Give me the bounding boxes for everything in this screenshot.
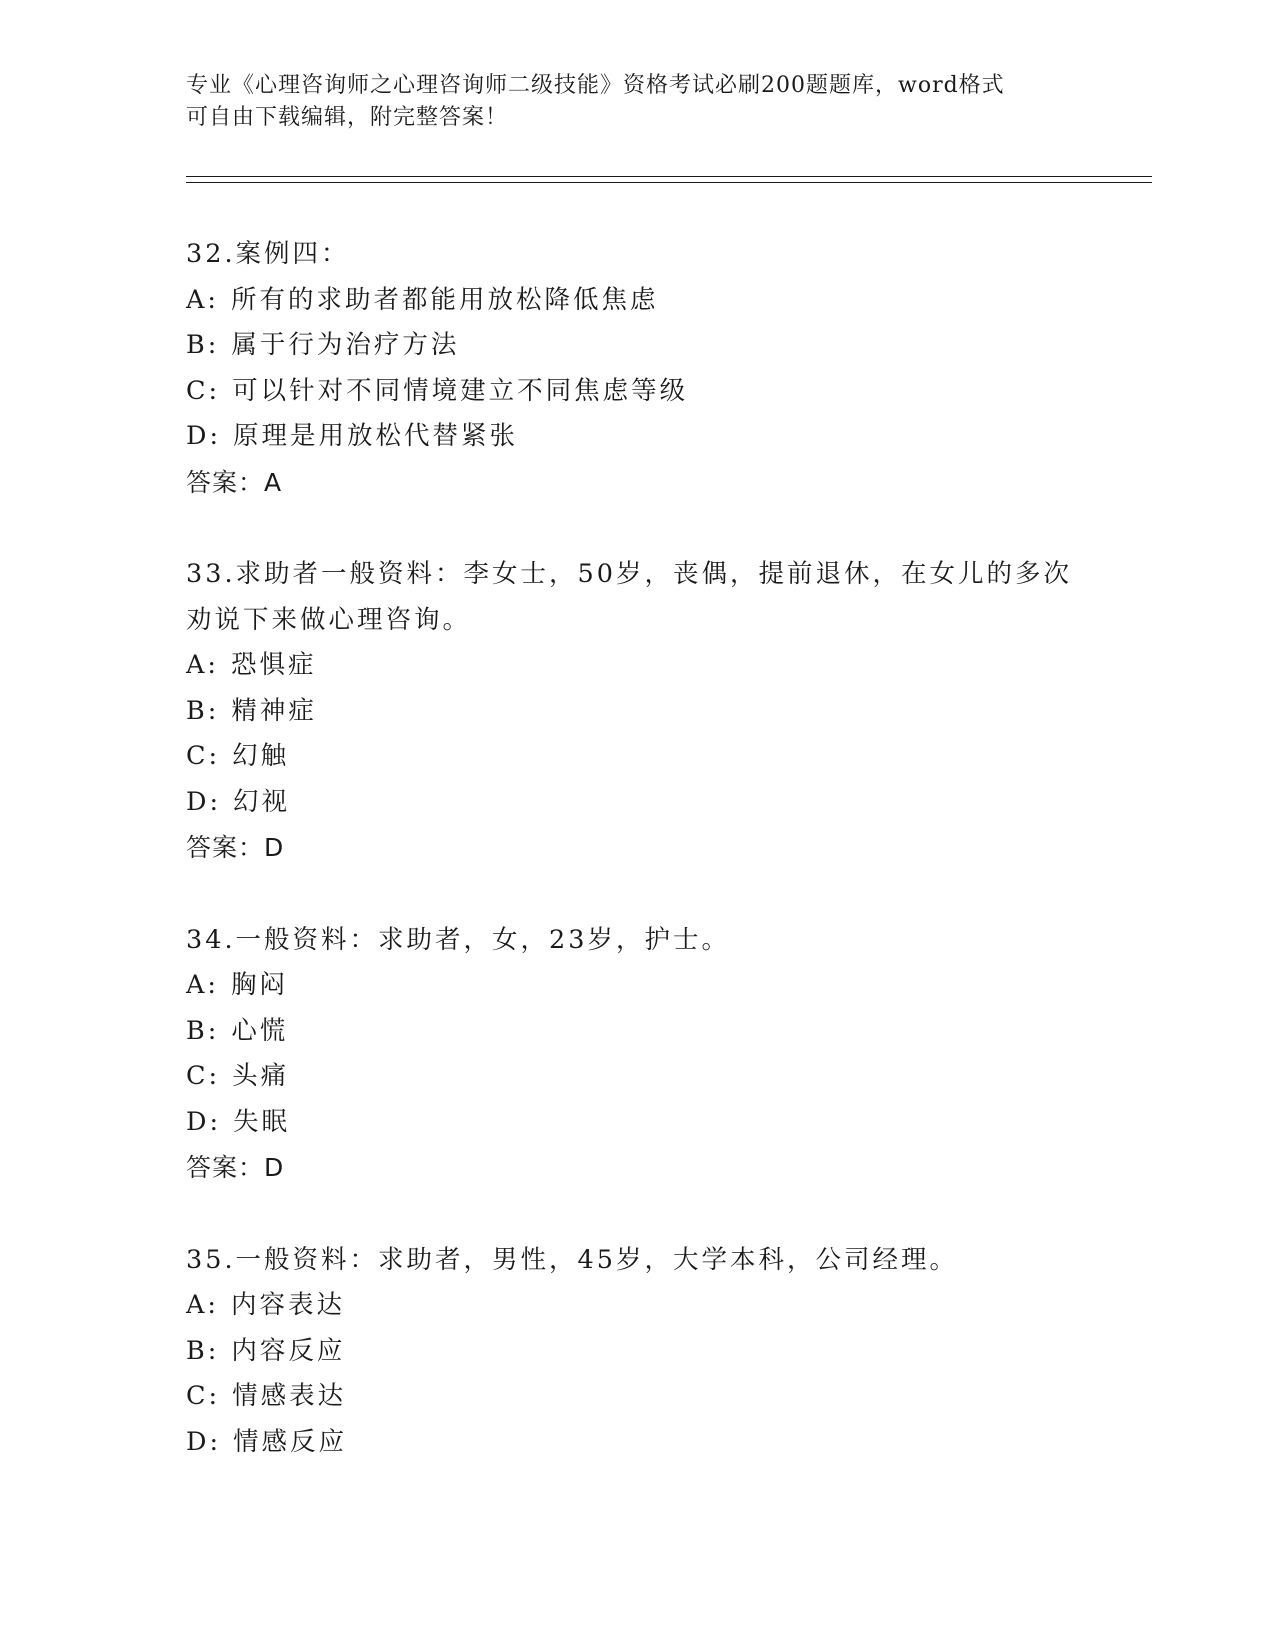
option-c xyxy=(186,369,1116,415)
option-b xyxy=(186,323,1116,369)
question-35 xyxy=(186,1238,1116,1466)
option-key: C: xyxy=(186,1061,221,1091)
option-text: 恐惧症 xyxy=(231,650,317,680)
header-line-2: 可自由下载编辑，附完整答案！ xyxy=(186,105,509,130)
option-key: D: xyxy=(186,1426,222,1457)
option-c xyxy=(186,1054,1116,1100)
option-text: 内容表达 xyxy=(231,1290,346,1320)
question-stem: 32.案例四： xyxy=(186,239,350,269)
option-key: D: xyxy=(186,786,222,817)
option-text: 所有的求助者都能用放松降低焦虑 xyxy=(231,284,659,315)
option-key: C: xyxy=(186,741,221,771)
option-d xyxy=(186,780,1116,826)
option-text: 精神症 xyxy=(231,695,317,726)
option-text: 情感表达 xyxy=(232,1381,347,1411)
option-d xyxy=(186,1420,1116,1466)
option-text: 内容反应 xyxy=(231,1335,346,1366)
option-b xyxy=(186,1329,1116,1375)
option-text: 可以针对不同情境建立不同焦虑等级 xyxy=(232,375,689,406)
answer-line: 答案：A xyxy=(186,467,283,497)
question-stem-continued: 劝说下来做心理咨询。 xyxy=(186,604,472,635)
option-key: B: xyxy=(186,1335,220,1366)
question-34 xyxy=(186,918,1116,1191)
question-stem: 33.求助者一般资料：李女士，50岁，丧偶，提前退休，在女儿的多次 xyxy=(186,559,1073,589)
document-header xyxy=(186,70,1086,134)
option-b xyxy=(186,1009,1116,1055)
option-key: D: xyxy=(186,421,222,451)
header-divider xyxy=(186,176,1152,183)
option-text: 属于行为治疗方法 xyxy=(231,330,460,360)
option-text: 情感反应 xyxy=(233,1426,348,1457)
option-text: 幻触 xyxy=(232,741,290,771)
option-a xyxy=(186,963,1116,1009)
question-32 xyxy=(186,232,1116,505)
option-c xyxy=(186,1374,1116,1420)
option-d xyxy=(186,1100,1116,1146)
option-text: 幻视 xyxy=(233,786,291,817)
option-d xyxy=(186,414,1116,460)
option-a xyxy=(186,278,1116,324)
question-list xyxy=(186,232,1116,1512)
option-key: B: xyxy=(186,695,220,726)
option-text: 原理是用放松代替紧张 xyxy=(233,421,519,451)
option-key: B: xyxy=(186,1015,220,1046)
option-key: C: xyxy=(186,1381,221,1411)
option-key: D: xyxy=(186,1106,222,1137)
option-a xyxy=(186,1283,1116,1329)
option-key: C: xyxy=(186,375,221,406)
answer-line: 答案：D xyxy=(186,1153,285,1182)
option-text: 失眠 xyxy=(233,1106,291,1137)
option-text: 胸闷 xyxy=(231,970,289,1000)
header-line-1: 专业《心理咨询师之心理咨询师二级技能》资格考试必刷200题题库，word格式 xyxy=(186,73,1005,98)
option-key: A: xyxy=(186,284,220,315)
option-b xyxy=(186,689,1116,735)
answer-line: 答案：D xyxy=(186,833,285,862)
option-text: 头痛 xyxy=(232,1061,290,1091)
question-stem: 35.一般资料：求助者，男性，45岁，大学本科，公司经理。 xyxy=(186,1244,959,1275)
option-text: 心慌 xyxy=(231,1015,289,1046)
option-key: A: xyxy=(186,1290,220,1320)
question-33 xyxy=(186,552,1116,871)
question-stem: 34.一般资料：求助者，女，23岁，护士。 xyxy=(186,924,731,955)
option-key: B: xyxy=(186,330,220,360)
option-a xyxy=(186,643,1116,689)
option-key: A: xyxy=(186,650,220,680)
option-c xyxy=(186,734,1116,780)
option-key: A: xyxy=(186,970,220,1000)
